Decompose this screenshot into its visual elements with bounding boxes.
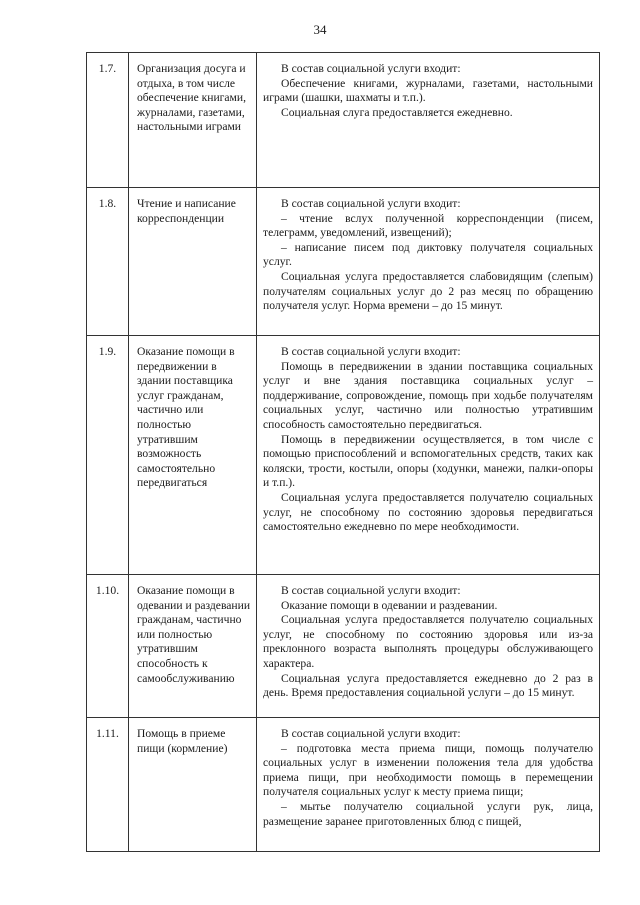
row-number: 1.7. [87, 53, 129, 188]
description-paragraph: Социальная услуга предоставляется ежедневно до 2 раз в день. Время предоставления социальной услуги – до 15 минут. [263, 671, 593, 700]
service-description [257, 336, 600, 575]
description-paragraph: В состав социальной услуги входит: [281, 197, 461, 210]
service-description [257, 53, 600, 188]
description-paragraph: Социальная услуга предоставляется слабовидящим (слепым) получателям социальных услуг до 2 раз месяц по обращению получателя услуг. Норма времени – до 15 минут. [263, 269, 593, 313]
service-name: Оказание помощи в передвижении в здании поставщика услуг гражданам, частично или полностью утратившим возможность самостоятельно передвигаться [129, 336, 257, 575]
services-table [86, 52, 600, 852]
service-name: Организация досуга и отдыха, в том числе обеспечение книгами, журналами, газетами, настольными играми [129, 53, 257, 188]
description-paragraph: В состав социальной услуги входит: [281, 584, 461, 597]
page-number: 34 [313, 22, 327, 37]
row-number: 1.11. [87, 718, 129, 852]
description-paragraph: Оказание помощи в одевании и раздевании. [281, 598, 498, 612]
row-number: 1.9. [87, 336, 129, 575]
description-paragraph: Помощь в передвижении осуществляется, в том числе с помощью приспособлений и вспомогательных средств, таких как коляски, трости, костыли, опоры (ходунки, манежи, палки-опоры и т.п.). [263, 432, 593, 490]
service-description [257, 718, 600, 852]
service-name: Чтение и написание корреспонденции [129, 188, 257, 336]
description-paragraph: В состав социальной услуги входит: [281, 345, 461, 358]
service-description [257, 575, 600, 718]
row-number: 1.10. [87, 575, 129, 718]
description-paragraph: Социальная услуга предоставляется получателю социальных услуг, не способному по состоянию здоровья передвигаться самостоятельно ежедневно по мере необходимости. [263, 490, 593, 534]
row-number: 1.8. [87, 188, 129, 336]
table-row [87, 53, 600, 188]
description-paragraph: Обеспечение книгами, журналами, газетами, настольными играми (шашки, шахматы и т.п.). [263, 76, 593, 105]
description-paragraph: – подготовка места приема пищи, помощь получателю социальных услуг в изменении положения тела для удобства приема пищи, при необходимости помощь в перемещении получателя социальных услуг к месту приема пищи; [263, 741, 593, 799]
service-name: Помощь в приеме пищи (кормление) [129, 718, 257, 852]
description-paragraph: В состав социальной услуги входит: [281, 62, 461, 75]
description-paragraph: – чтение вслух полученной корреспонденции (писем, телеграмм, уведомлений, извещений); [263, 211, 593, 240]
description-paragraph: Социальная слуга предоставляется ежедневно. [281, 105, 513, 119]
description-paragraph: – мытье получателю социальной услуги рук, лица, размещение заранее приготовленных блюд с пищей, [263, 799, 593, 828]
description-paragraph: Помощь в передвижении в здании поставщика социальных услуг и вне здания поставщика социальных услуг – поддерживание, сопровождение, помощь при ходьбе получателям социальных услуг, частично или полностью утратившим способность самостоятельно передвигаться. [263, 359, 593, 431]
table-row [87, 575, 600, 718]
table-row [87, 188, 600, 336]
service-name: Оказание помощи в одевании и раздевании гражданам, частично или полностью утратившим способность к самообслуживанию [129, 575, 257, 718]
description-paragraph: – написание писем под диктовку получателя социальных услуг. [263, 240, 593, 269]
description-paragraph: Социальная услуга предоставляется получателю социальных услуг, не способному по состоянию здоровья или из-за преклонного возраста выполнять процедуры обслуживающего характера. [263, 613, 593, 670]
service-description [257, 188, 600, 336]
description-paragraph: В состав социальной услуги входит: [281, 727, 461, 740]
table-row [87, 718, 600, 852]
table-row [87, 336, 600, 575]
